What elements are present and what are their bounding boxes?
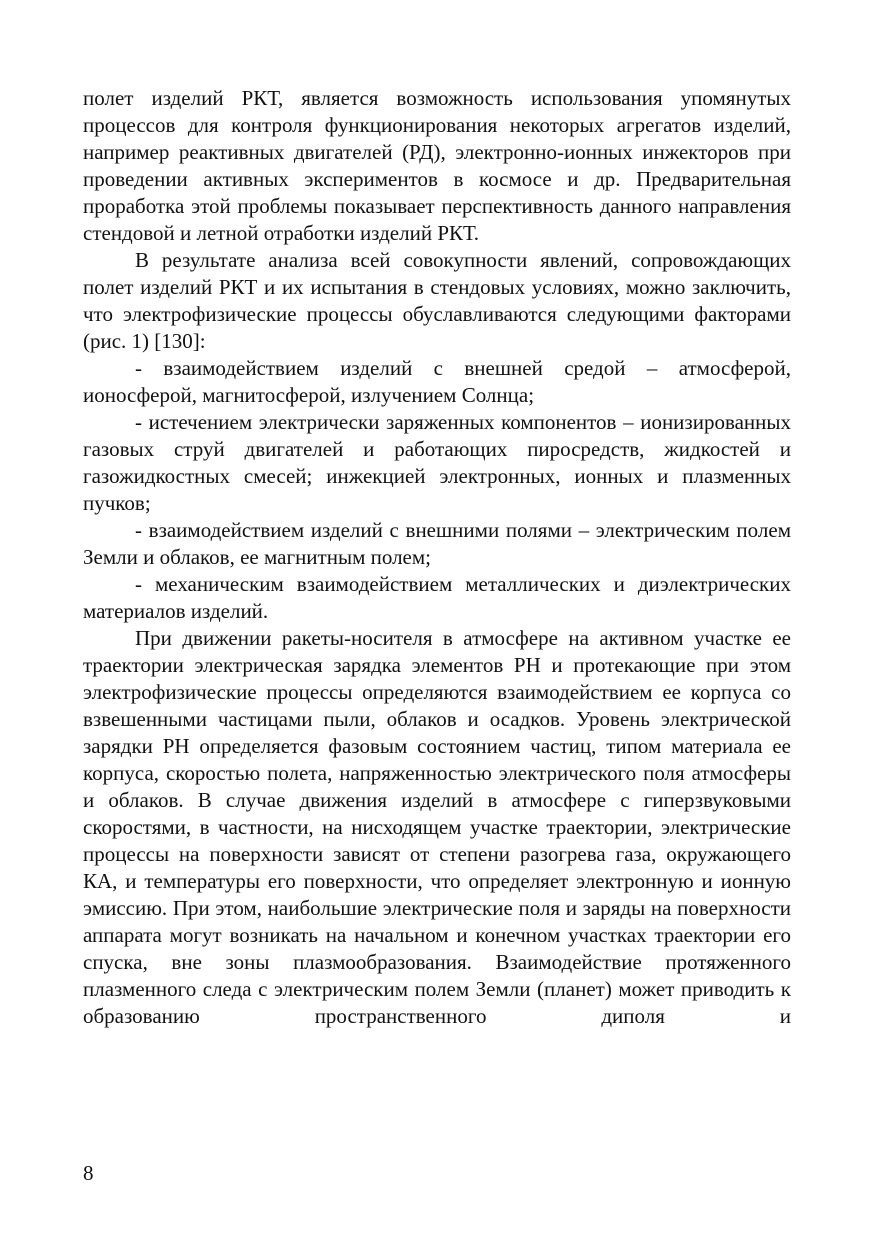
document-page: [83, 85, 791, 1030]
list-item-environment: - взаимодействием изделий с внешней средой – атмосферой, ионосферой, магнитосферой, излучением Солнца;: [83, 356, 791, 407]
list-item-outflow: - истечением электрически заряженных компонентов – ионизированных газовых струй двигателей и работающих пиросредств, жидкостей и газожидкостных смесей; инжекцией электронных, ионных и плазменных пучков;: [83, 410, 791, 515]
list-item-external-fields: - взаимодействием изделий с внешними полями – электрическим полем Земли и облаков, ее магнитным полем;: [83, 518, 791, 569]
paragraph-continuation: полет изделий РКТ, является возможность использования упомянутых процессов для контроля функционирования некоторых агрегатов изделий, например реактивных двигателей (РД), электронно-ионных инжекторов при проведении активных экспериментов в космосе и др. Предварительная проработка этой проблемы показывает перспективность данного направления стендовой и летной отработки изделий РКТ.: [83, 86, 791, 245]
paragraph-launch-vehicle: При движении ракеты-носителя в атмосфере на активном участке ее траектории электрическая зарядка элементов РН и протекающие при этом электрофизические процессы определяются взаимодействием ее корпуса со взвешенными частицами пыли, облаков и осадков. Уровень электрической зарядки РН определяется фазовым состоянием частиц, типом материала ее корпуса, скоростью полета, напряженностью электрического поля атмосферы и облаков. В случае движения изделий в атмосфере с гиперзвуковыми скоростями, в частности, на нисходящем участке траектории, электрические процессы на поверхности зависят от степени разогрева газа, окружающего КА, и температуры его поверхности, что определяет электронную и ионную эмиссию. При этом, наибольшие электрические поля и заряды на поверхности аппарата могут возникать на начальном и конечном участках траектории его спуска, вне зоны плазмообразования. Взаимодействие протяженного плазменного следа с электрическим полем Земли (планет) может приводить к образованию пространственного диполя и: [83, 626, 791, 1028]
paragraph-analysis-intro: В результате анализа всей совокупности явлений, сопровождающих полет изделий РКТ и их испытания в стендовых условиях, можно заключить, что электрофизические процессы обуславливаются следующими факторами (рис. 1) [130]:: [83, 248, 791, 353]
list-item-mechanical: - механическим взаимодействием металлических и диэлектрических материалов изделий.: [83, 572, 791, 623]
page-number: 8: [83, 1161, 94, 1185]
